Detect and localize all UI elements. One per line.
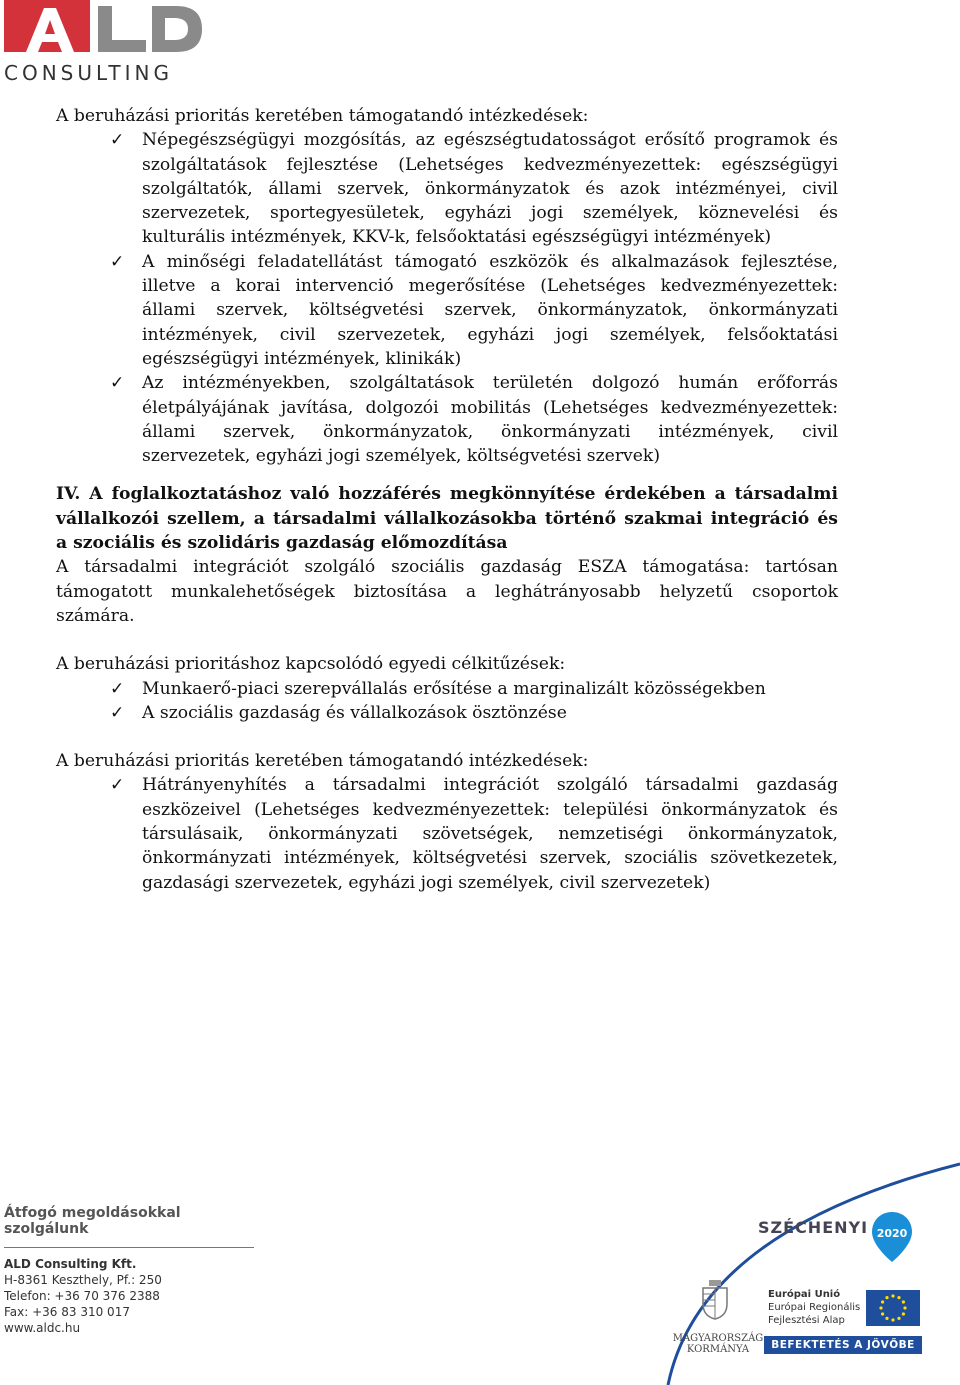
checkmark-icon: ✓ (110, 373, 125, 394)
szechenyi-year: 2020 (876, 1227, 908, 1240)
company-website: www.aldc.hu (4, 1321, 81, 1335)
location-pin-icon (870, 1210, 914, 1264)
measures-title-1: A beruházási prioritás keretében támogatandó intézkedések: (56, 106, 589, 126)
measures-list-2 (56, 773, 838, 894)
checkmark-icon: ✓ (110, 130, 125, 151)
footer-company-block (4, 1205, 264, 1336)
szechenyi-label: SZÉCHENYI (758, 1218, 869, 1237)
company-name: ALD Consulting Kft. (4, 1257, 137, 1271)
government-label: MAGYARORSZÁG KORMÁNYA (672, 1333, 764, 1355)
company-address: H-8361 Keszthely, Pf.: 250 (4, 1273, 162, 1287)
hungarian-crest-icon (700, 1280, 730, 1320)
eu-fund-label: Európai Unió Európai Regionális Fejlesztési Alap (768, 1289, 861, 1326)
objectives-list (56, 677, 838, 726)
measures-list-1 (56, 128, 838, 468)
checkmark-icon: ✓ (110, 775, 125, 796)
list-item: ✓ A szociális gazdaság és vállalkozások ösztönzése (142, 701, 838, 725)
invest-future-banner: BEFEKTETÉS A JÖVŐBE (764, 1336, 922, 1354)
section-heading-iv: IV. A foglalkoztatáshoz való hozzáférés megkönnyítése érdekében a társadalmi vállalkozói szellem, a társadalmi vállalkozásokba történő szakmai integráció és a szociális és szolidáris gazdaság előmozdítása (56, 484, 838, 554)
company-details (4, 1256, 264, 1336)
objectives-title: A beruházási prioritáshoz kapcsolódó egyedi célkitűzések: (56, 654, 566, 675)
list-item: ✓ A minőségi feladatellátást támogató eszközök és alkalmazások fejlesztése, illetve a korai intervenció megerősítése (Lehetséges kedvezményezettek: állami szervek, költségvetési szervek, önkormányzatok, önkormányzati intézmények, civil szervezetek, egyházi jogi személyek, felsőoktatási egészségügyi intézmények, klinikák) (110, 251, 838, 369)
footer-tagline: Átfogó megoldásokkal szolgálunk (4, 1205, 254, 1248)
company-fax: Fax: +36 83 310 017 (4, 1305, 130, 1319)
list-item: ✓ Népegészségügyi mozgósítás, az egészségtudatosságot erősítő programok és szolgáltatások fejlesztése (Lehetséges kedvezményezettek: egészségügyi szolgáltatók, állami szervek, önkormányzatok és azok intézményei, civil szervezetek, sportegyesületek, egyházi jogi személyek, köznevelési és kulturális intézmények, KKV-k, felsőoktatási egészségügyi intézmények) (110, 130, 838, 248)
list-item: ✓ Az intézményekben, szolgáltatások területén dolgozó humán erőforrás életpályájának javítása, dolgozói mobilitás (Lehetséges kedvezményezettek: állami szervek, önkormányzatok, önkormányzati intézmények, civil szervezetek, egyházi jogi személyek, költségvetési szervek) (110, 373, 838, 467)
list-item: ✓ Hátrányenyhítés a társadalmi integrációt szolgáló társadalmi gazdaság eszközeivel (Lehetséges kedvezményezettek: települési önkormányzatok és társulásaik, önkormányzati szövetségek, nemzetiségi önkormányzatok, önkormányzati intézmények, költségvetési szervek, szociális szövetkezetek, gazdasági szervezetek, egyházi jogi személyek, civil szervezetek) (110, 775, 838, 893)
document-body (56, 104, 838, 895)
section-intro: A társadalmi integrációt szolgáló szociális gazdaság ESZA támogatása: tartósan támogatott munkalehetőségek biztosítása a leghátrányosabb helyzetű csoportok számára. (56, 557, 838, 626)
logo-wordmark: CONSULTING (4, 61, 173, 85)
measures-title-2: A beruházási prioritás keretében támogatandó intézkedések: (56, 751, 589, 772)
checkmark-icon: ✓ (110, 251, 125, 272)
checkmark-icon: ✓ (110, 678, 125, 699)
list-item: ✓ Munkaerő-piaci szerepvállalás erősítése a marginalizált közösségekben (142, 677, 838, 701)
checkmark-icon: ✓ (110, 702, 125, 723)
company-phone: Telefon: +36 70 376 2388 (4, 1289, 160, 1303)
eu-flag-icon (866, 1290, 920, 1326)
